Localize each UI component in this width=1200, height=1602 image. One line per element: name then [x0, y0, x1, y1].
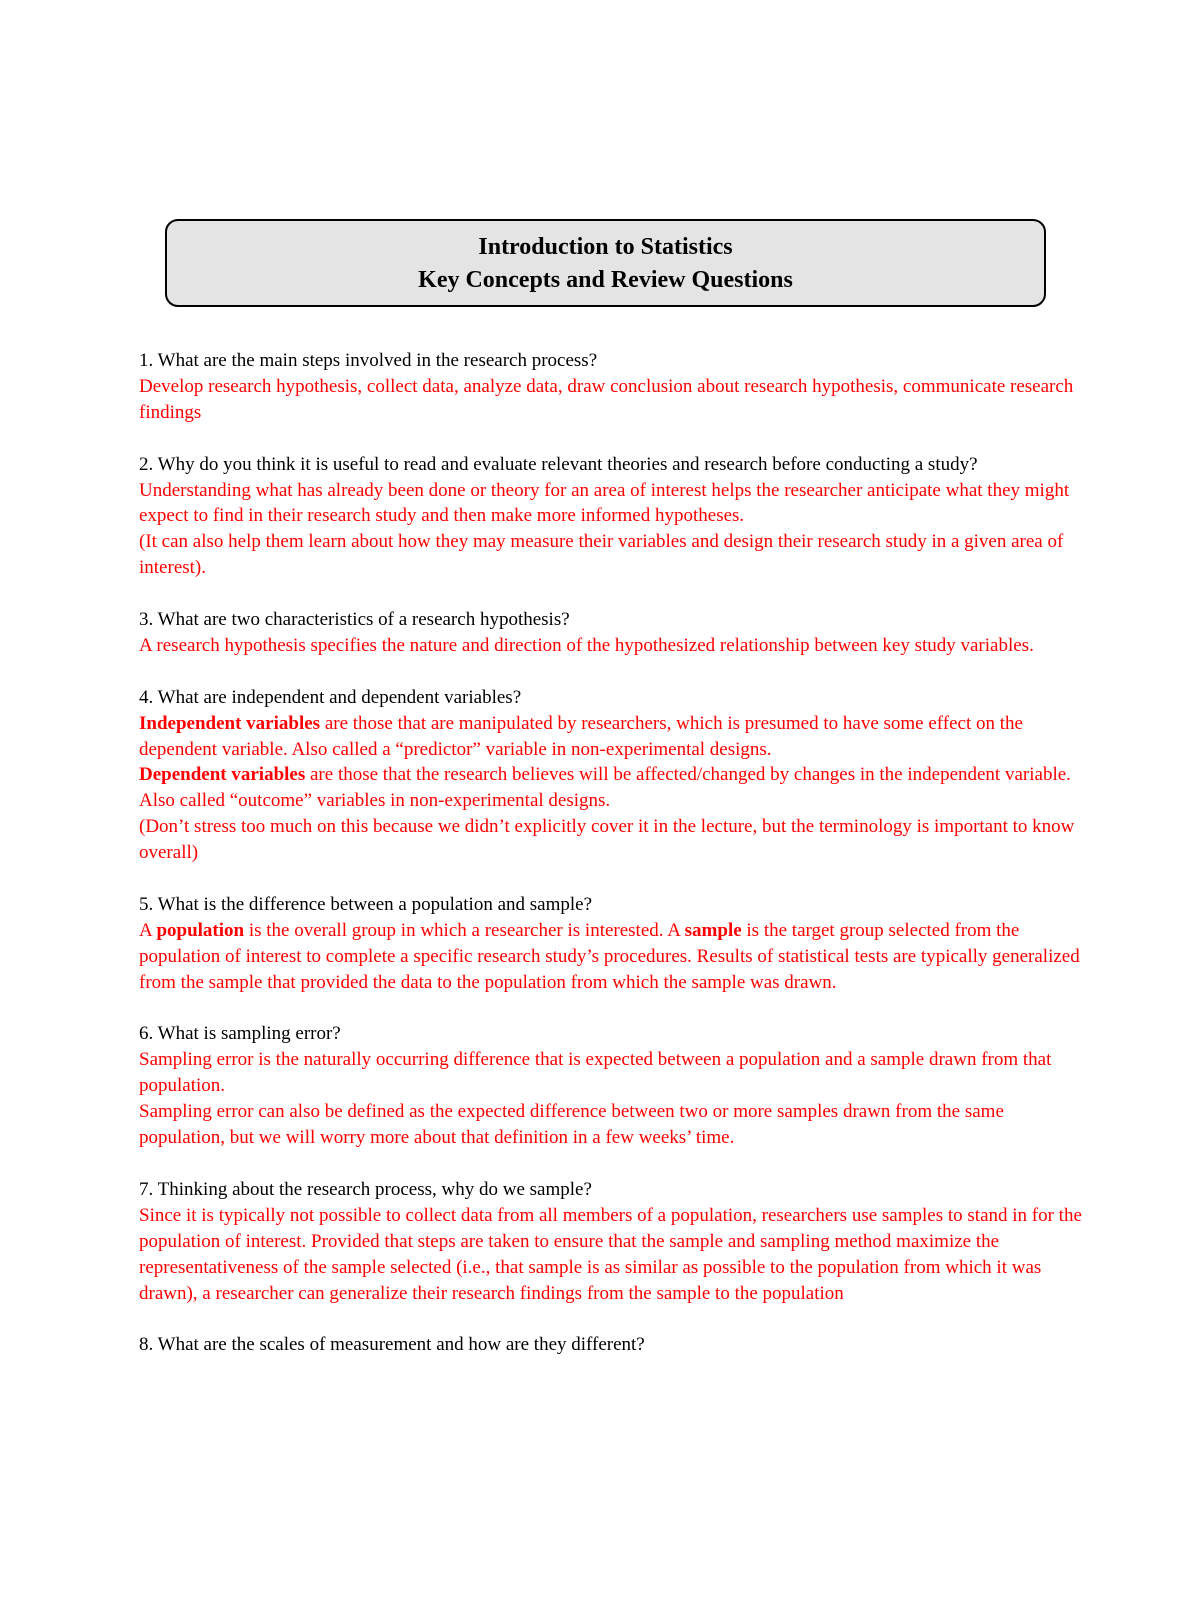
- answer-4-independent: [139, 711, 1089, 763]
- question-8: 8. What are the scales of measurement and how are they different?: [139, 1334, 645, 1356]
- term-independent-variables: Independent variables: [139, 712, 321, 734]
- question-6: 6. What is sampling error?: [139, 1023, 341, 1045]
- qa-item-4: [139, 685, 1089, 866]
- question-7: 7. Thinking about the research process, why do we sample?: [139, 1178, 592, 1200]
- answer-6-extra: Sampling error can also be defined as the expected difference between two or more samples drawn from the same population, but we will worry more about that definition in a few weeks’ time.: [139, 1101, 1004, 1149]
- answer-5: [139, 918, 1089, 996]
- question-4: 4. What are independent and dependent variables?: [139, 686, 522, 708]
- answer-4-dependent: [139, 762, 1089, 814]
- title-box: [165, 219, 1046, 307]
- answer-5-part-3: is the target group selected from the population of interest to complete a specific research study’s procedures. Results of statistical tests are typically generalized from the sample that provided the data to the population from which the sample was drawn.: [139, 919, 1080, 993]
- qa-item-6: [139, 1021, 1089, 1151]
- question-2: 2. Why do you think it is useful to read and evaluate relevant theories and research before conducting a study?: [139, 453, 978, 475]
- answer-7: Since it is typically not possible to collect data from all members of a population, researchers use samples to stand in for the population of interest. Provided that steps are taken to ensure that the sample and sampling method maximize the representativeness of the sample selected (i.e., that sample is as similar as possible to the population from which it was drawn), a researcher can generalize their research findings from the sample to the population: [139, 1204, 1082, 1304]
- qa-item-2: [139, 452, 1089, 582]
- dependent-variables-definition: are those that the research believes will be affected/changed by changes in the independent variable. Also called “outcome” variables in non-experimental designs.: [139, 764, 1071, 812]
- term-sample: sample: [684, 919, 742, 941]
- title-line-2: Key Concepts and Review Questions: [418, 267, 793, 293]
- question-1: 1. What are the main steps involved in the research process?: [139, 350, 598, 371]
- term-dependent-variables: Dependent variables: [139, 764, 306, 786]
- answer-6: Sampling error is the naturally occurring difference that is expected between a population and a sample drawn from that population.: [139, 1049, 1052, 1097]
- answer-1: Develop research hypothesis, collect data, analyze data, draw conclusion about research hypothesis, communicate research findings: [139, 375, 1074, 423]
- question-3: 3. What are two characteristics of a research hypothesis?: [139, 609, 570, 631]
- qa-item-8: [139, 1332, 1089, 1358]
- qa-item-3: [139, 607, 1089, 659]
- question-5: 5. What is the difference between a population and sample?: [139, 893, 593, 915]
- qa-item-5: [139, 892, 1089, 996]
- answer-3: A research hypothesis specifies the nature and direction of the hypothesized relationship between key study variables.: [139, 634, 1034, 656]
- answer-4-note: (Don’t stress too much on this because we didn’t explicitly cover it in the lecture, but the terminology is important to know overall): [139, 816, 1075, 864]
- questions-list: [139, 348, 1089, 1384]
- independent-variables-definition: are those that are manipulated by researchers, which is presumed to have some effect on the dependent variable. Also called a “predictor” variable in non-experimental designs.: [139, 712, 1023, 760]
- answer-2-note: (It can also help them learn about how they may measure their variables and design their research study in a given area of interest).: [139, 531, 1064, 579]
- term-population: population: [156, 919, 245, 941]
- answer-5-part-2: is the overall group in which a researcher is interested. A: [244, 919, 685, 941]
- answer-5-part-1: A: [139, 919, 157, 941]
- qa-item-1: [139, 348, 1089, 426]
- answer-2: Understanding what has already been done or theory for an area of interest helps the researcher anticipate what they might expect to find in their research study and then make more informed hypotheses.: [139, 479, 1070, 527]
- title-line-1: Introduction to Statistics: [478, 234, 733, 260]
- qa-item-7: [139, 1177, 1089, 1307]
